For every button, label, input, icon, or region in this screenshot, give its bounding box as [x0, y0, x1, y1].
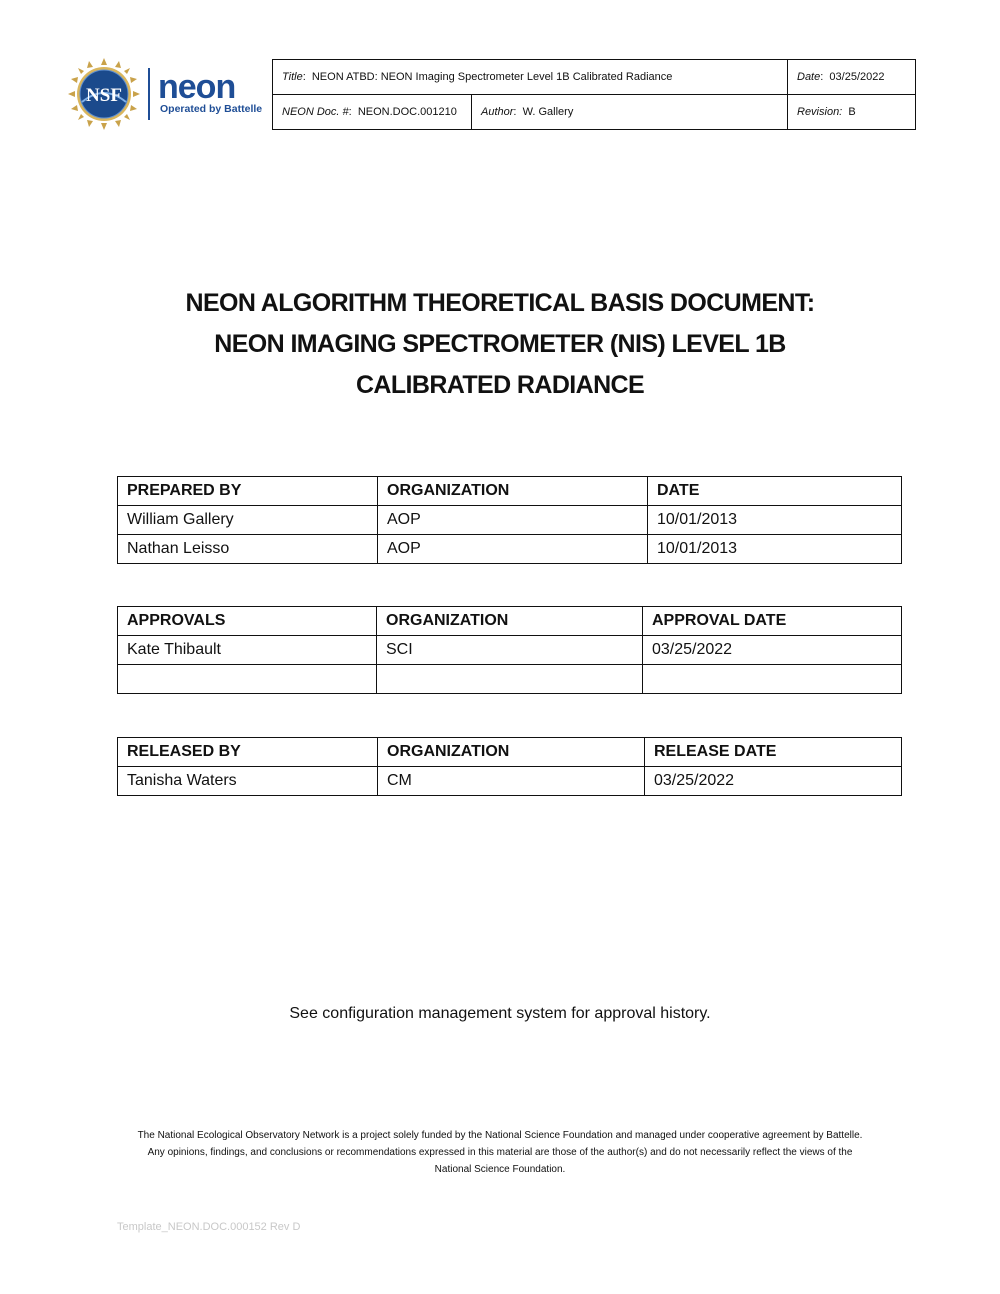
configuration-note: See configuration management system for approval history. [289, 1005, 711, 1022]
neon-brand: neon [158, 68, 236, 106]
disclaimer-line: National Science Foundation. [434, 1164, 566, 1175]
approval-date [643, 665, 902, 694]
approver-name: Kate Thibault [118, 636, 377, 665]
column-header: ORGANIZATION [378, 477, 648, 506]
funding-disclaimer [80, 1127, 920, 1178]
column-header: APPROVALS [118, 607, 377, 636]
brand-tagline: Operated by Battelle [160, 103, 263, 115]
approval-date: 03/25/2022 [643, 636, 902, 665]
column-header: APPROVAL DATE [643, 607, 902, 636]
header-docnum-value: NEON.DOC.001210 [357, 106, 457, 118]
header-revision-value: B [848, 106, 856, 118]
header-title-cell: Title: NEON ATBD: NEON Imaging Spectrometer Level 1B Calibrated Radiance [273, 60, 788, 95]
table-header-row [118, 607, 902, 636]
preparer-date: 10/01/2013 [648, 506, 902, 535]
releaser-name: Tanisha Waters [118, 767, 378, 796]
preparer-date: 10/01/2013 [648, 535, 902, 564]
column-header: RELEASED BY [118, 738, 378, 767]
released-by-table [117, 737, 902, 796]
preparer-name: William Gallery [118, 506, 378, 535]
approvals-table [117, 606, 902, 694]
approver-organization: SCI [377, 636, 643, 665]
table-row [118, 767, 902, 796]
disclaimer-line: The National Ecological Observatory Network is a project solely funded by the National Science Foundation and managed under cooperative agreement by Battelle. [137, 1130, 863, 1141]
header-date-value: 03/25/2022 [829, 71, 885, 83]
approver-name [118, 665, 377, 694]
table-row [118, 636, 902, 665]
preparer-name: Nathan Leisso [118, 535, 378, 564]
table-row [118, 506, 902, 535]
preparer-organization: AOP [378, 535, 648, 564]
template-identifier: Template_NEON.DOC.000152 Rev D [117, 1221, 301, 1233]
document-title [100, 283, 900, 406]
nsf-neon-logo [68, 58, 268, 130]
header-revision-cell: Revision: B [788, 95, 916, 130]
title-line: NEON IMAGING SPECTROMETER (NIS) LEVEL 1B [214, 330, 786, 358]
column-header: ORGANIZATION [377, 607, 643, 636]
approver-organization [377, 665, 643, 694]
header-docnum-cell: NEON Doc. #: NEON.DOC.001210 [273, 95, 472, 130]
title-line: NEON ALGORITHM THEORETICAL BASIS DOCUMENT: [185, 289, 815, 317]
column-header: PREPARED BY [118, 477, 378, 506]
table-row [118, 535, 902, 564]
column-header: ORGANIZATION [378, 738, 645, 767]
table-header-row [118, 738, 902, 767]
title-line: CALIBRATED RADIANCE [355, 371, 645, 399]
disclaimer-line: Any opinions, findings, and conclusions or recommendations expressed in this material are those of the author(s) and do not necessarily reflect the views of the [147, 1147, 853, 1158]
header-author-cell: Author: W. Gallery [472, 95, 788, 130]
document-header-table [272, 59, 916, 130]
table-header-row [118, 477, 902, 506]
header-title-value: NEON ATBD: NEON Imaging Spectrometer Level 1B Calibrated Radiance [311, 71, 673, 83]
preparer-organization: AOP [378, 506, 648, 535]
nsf-seal-icon [68, 58, 140, 130]
prepared-by-table [117, 476, 902, 564]
releaser-organization: CM [378, 767, 645, 796]
column-header: DATE [648, 477, 902, 506]
svg-text:NSF: NSF [86, 85, 122, 106]
header-author-value: W. Gallery [522, 106, 574, 118]
header-date-cell: Date: 03/25/2022 [788, 60, 916, 95]
release-date: 03/25/2022 [645, 767, 902, 796]
column-header: RELEASE DATE [645, 738, 902, 767]
table-row [118, 665, 902, 694]
